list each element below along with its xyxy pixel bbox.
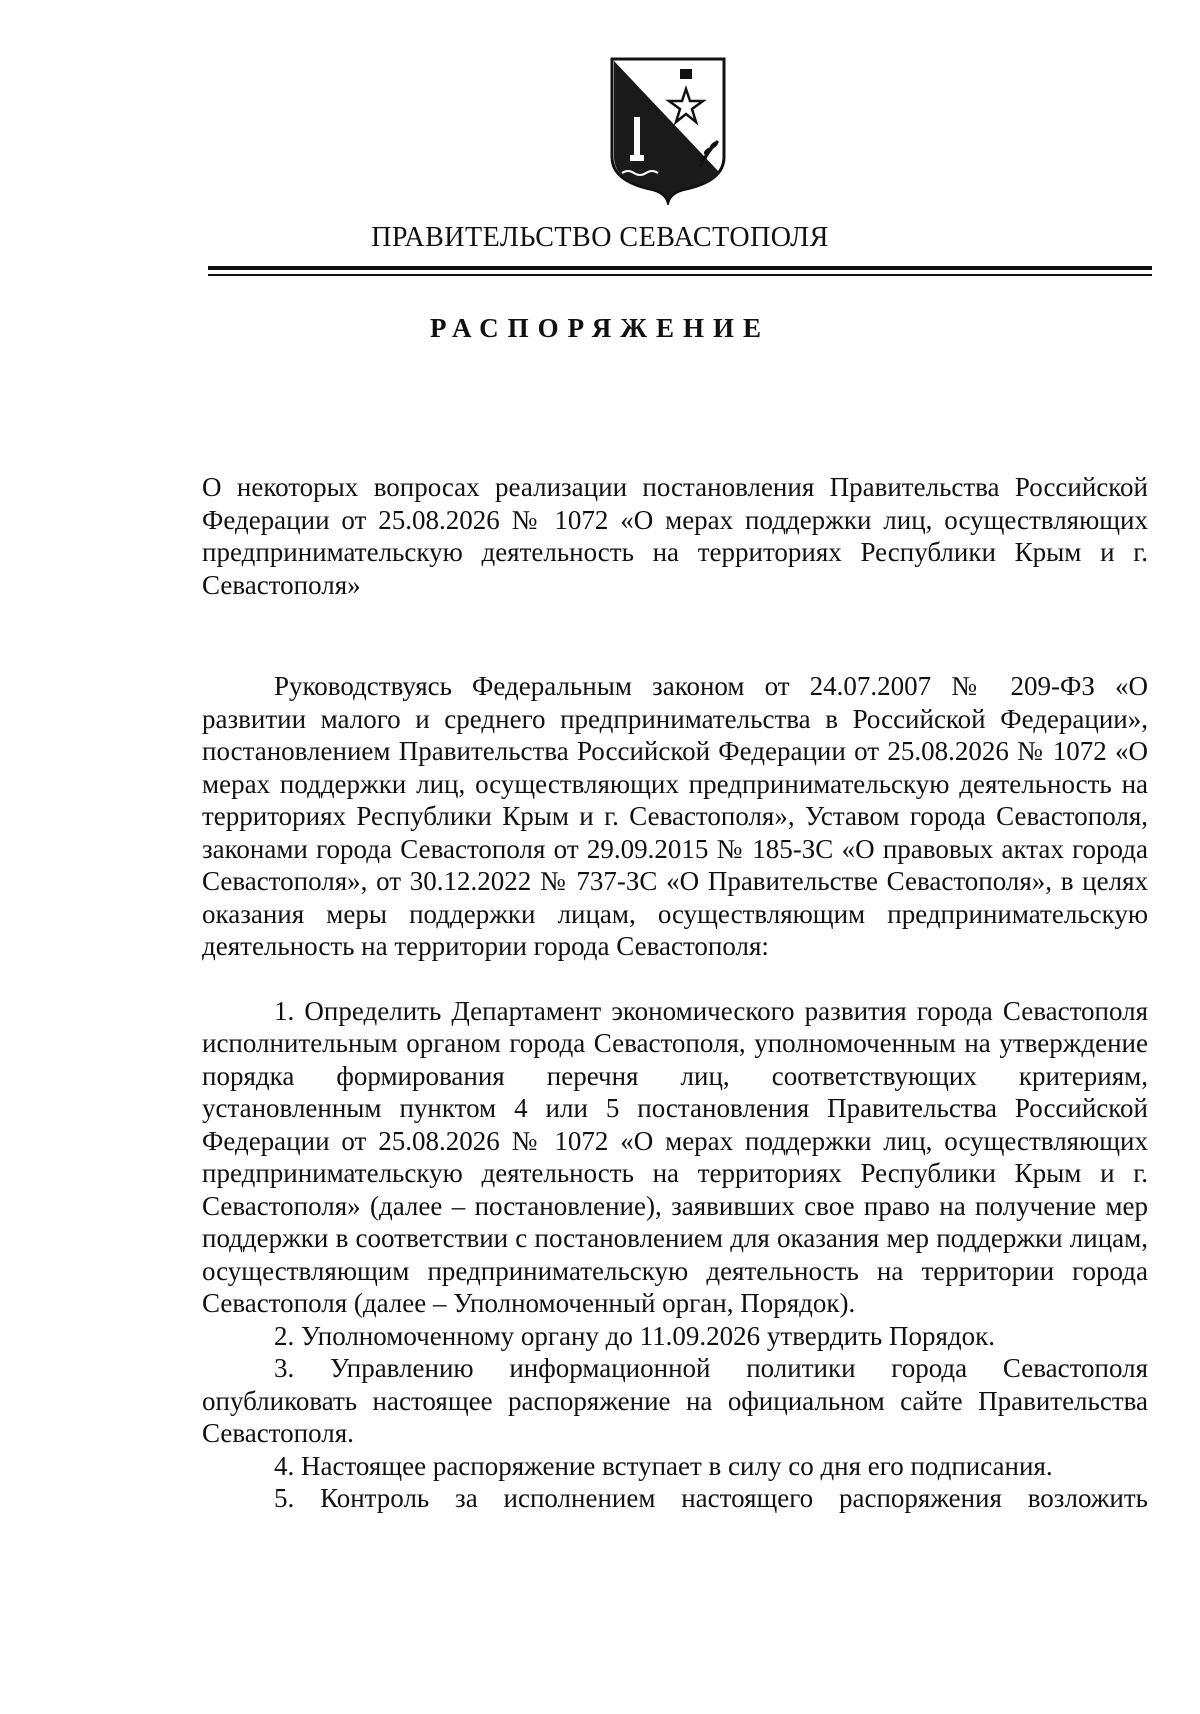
item-paragraph-2: 2. Уполномоченному органу до 11.09.2026 утвердить Порядок.	[274, 1320, 995, 1351]
document-body	[202, 670, 1148, 1515]
issuing-authority: ПРАВИТЕЛЬСТВО СЕВАСТОПОЛЯ	[371, 222, 829, 253]
document-subject: О некоторых вопросах реализации постановления Правительства Российской Федерации от 25.08.2026 № 1072 «О мерах поддержки лиц, осуществляющих предпринимательскую деятельность на территориях Республики Крым и г. Севастополя»	[202, 472, 1148, 600]
item-paragraph-1: 1. Определить Департамент экономического развития города Севастополя исполнительным органом города Севастополя, уполномоченным на утверждение порядка формирования перечня лиц, соответствующих критериям, установленным пунктом 4 или 5 постановления Правительства Российской Федерации от 25.08.2026 № 1072 «О мерах поддержки лиц, осуществляющих предпринимательскую деятельность на территориях Республики Крым и г. Севастополя» (далее – постановление), заявивших свое право на получение мер поддержки в соответствии с постановлением для оказания мер поддержки лицам, осуществляющим предпринимательскую деятельность на территории города Севастополя (далее – Уполномоченный орган, Порядок).	[202, 995, 1148, 1318]
header-rule-thin	[208, 274, 1152, 276]
preamble-paragraph: Руководствуясь Федеральным законом от 24.07.2007 № 209-ФЗ «О развитии малого и среднего предпринимательства в Российской Федерации», постановлением Правительства Российской Федерации от 25.08.2026 № 1072 «О мерах поддержки лиц, осуществляющих предпринимательскую деятельность на территориях Республики Крым и г. Севастополя», Уставом города Севастополя, законами города Севастополя от 29.09.2015 № 185-ЗС «О правовых актах города Севастополя», от 30.12.2022 № 737-ЗС «О Правительстве Севастополя», в целях оказания меры поддержки лицам, осуществляющим предпринимательскую деятельность на территории города Севастополя:	[202, 671, 1148, 961]
sevastopol-coat-of-arms-icon	[608, 55, 728, 205]
item-paragraph-4: 4. Настоящее распоряжение вступает в силу со дня его подписания.	[274, 1450, 1053, 1481]
header-rule-thick	[208, 266, 1152, 270]
item-paragraph-3: 3. Управлению информационной политики города Севастополя опубликовать настоящее распоряжение на официальном сайте Правительства Севастополя.	[202, 1353, 1148, 1448]
document-type-title: РАСПОРЯЖЕНИЕ	[429, 313, 771, 343]
item-paragraph-5: 5. Контроль за исполнением настоящего распоряжения возложить	[274, 1483, 1148, 1513]
